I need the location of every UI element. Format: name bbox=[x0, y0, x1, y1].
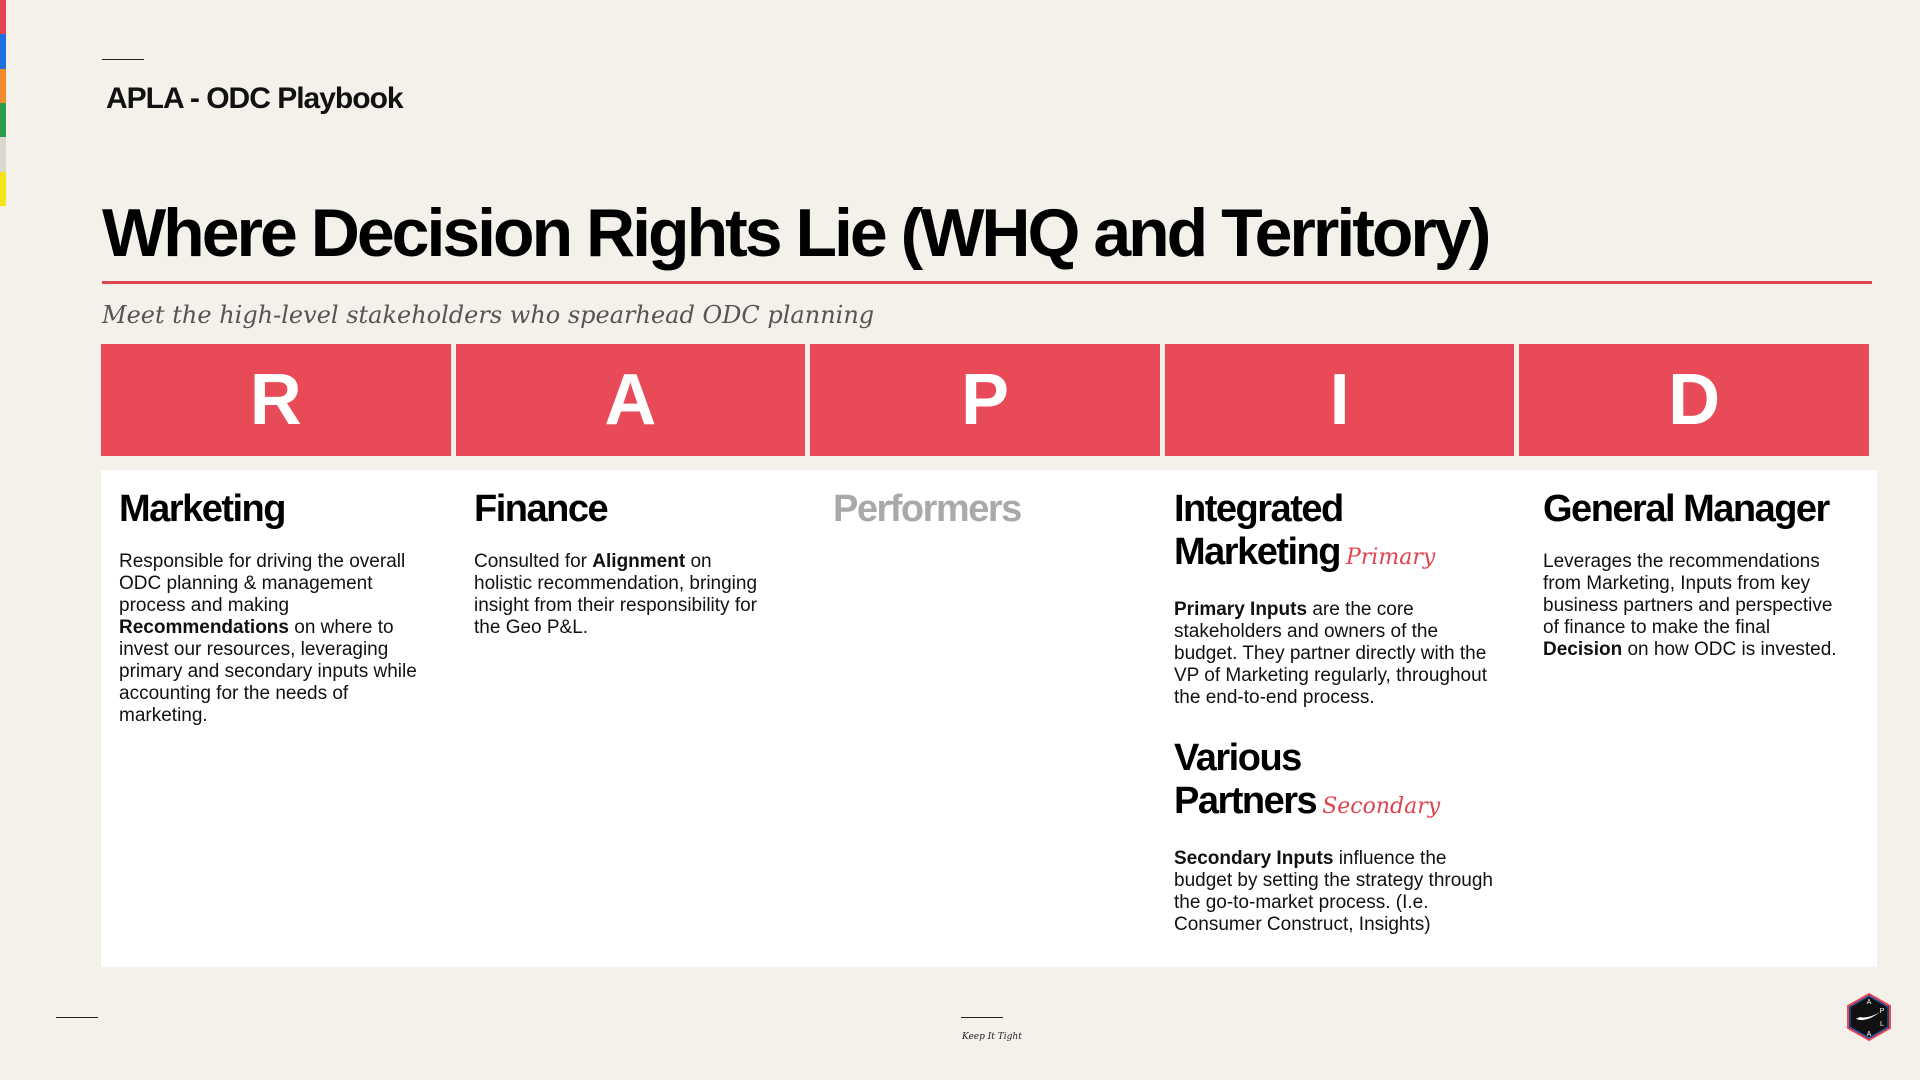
marketing-heading: Marketing bbox=[119, 488, 285, 530]
title-underline bbox=[102, 281, 1872, 284]
rapid-letter-a: A bbox=[456, 344, 806, 456]
recommendations-keyword: Recommendations bbox=[119, 617, 289, 638]
roles-panel bbox=[101, 470, 1877, 967]
column-marketing bbox=[119, 488, 419, 727]
column-integrated-marketing bbox=[1174, 488, 1499, 936]
page-title: Where Decision Rights Lie (WHQ and Territory) bbox=[102, 195, 1489, 271]
alignment-keyword: Alignment bbox=[592, 551, 686, 572]
playbook-title: APLA - ODC Playbook bbox=[106, 82, 403, 115]
strip-red bbox=[0, 0, 6, 34]
header-divider bbox=[102, 59, 144, 60]
secondary-inputs-description: Secondary Inputs influence the budget by setting the strategy through the go-to-market process. (I.e. Consumer Construct, Insights) bbox=[1174, 848, 1493, 935]
rapid-letter-i: I bbox=[1165, 344, 1515, 456]
column-general-manager bbox=[1543, 488, 1853, 661]
column-performers bbox=[833, 488, 1093, 531]
strip-blue bbox=[0, 34, 6, 68]
integrated-marketing-heading: Integrated Marketing Primary bbox=[1174, 488, 1436, 573]
rapid-header-row bbox=[101, 344, 1869, 456]
strip-grey bbox=[0, 137, 6, 171]
brand-color-strip bbox=[0, 0, 6, 206]
secondary-tag: Secondary bbox=[1322, 794, 1441, 819]
rapid-letter-r: R bbox=[101, 344, 451, 456]
svg-text:L: L bbox=[1880, 1021, 1884, 1028]
primary-inputs-description: Primary Inputs are the core stakeholders and owners of the budget. They partner directly with the VP of Marketing regularly, throughout the end-to-end process. bbox=[1174, 599, 1487, 708]
svg-text:P: P bbox=[1879, 1008, 1885, 1015]
svg-text:A: A bbox=[1866, 999, 1872, 1006]
page-subtitle: Meet the high-level stakeholders who spearhead ODC planning bbox=[102, 301, 875, 329]
decision-keyword: Decision bbox=[1543, 639, 1623, 660]
strip-orange bbox=[0, 69, 6, 103]
marketing-description: Responsible for driving the overall ODC planning & management process and making Recommendations on where to invest our resources, leveraging primary and secondary inputs while accounting for the needs of marketing. bbox=[119, 551, 417, 726]
apla-logo-icon bbox=[1846, 992, 1892, 1042]
rapid-letter-d: D bbox=[1519, 344, 1869, 456]
svg-text:A: A bbox=[1866, 1031, 1872, 1038]
footer-left-divider bbox=[56, 1017, 98, 1018]
footer-tagline: Keep It Tight bbox=[962, 1032, 1022, 1042]
performers-heading: Performers bbox=[833, 488, 1021, 530]
strip-green bbox=[0, 103, 6, 137]
primary-inputs-keyword: Primary Inputs bbox=[1174, 599, 1308, 620]
rapid-letter-p: P bbox=[810, 344, 1160, 456]
strip-yellow bbox=[0, 172, 6, 206]
general-manager-description: Leverages the recommendations from Marketing, Inputs from key business partners and perspective of finance to make the final Decision on how ODC is invested. bbox=[1543, 551, 1837, 660]
general-manager-heading: General Manager bbox=[1543, 488, 1829, 530]
finance-description: Consulted for Alignment on holistic recommendation, bringing insight from their responsibility for the Geo P&L. bbox=[474, 551, 758, 638]
finance-heading: Finance bbox=[474, 488, 608, 530]
primary-tag: Primary bbox=[1345, 545, 1436, 570]
column-finance bbox=[474, 488, 764, 639]
footer-center-divider bbox=[961, 1017, 1003, 1018]
secondary-inputs-keyword: Secondary Inputs bbox=[1174, 848, 1334, 869]
various-partners-heading: Various Partners Secondary bbox=[1174, 737, 1441, 822]
